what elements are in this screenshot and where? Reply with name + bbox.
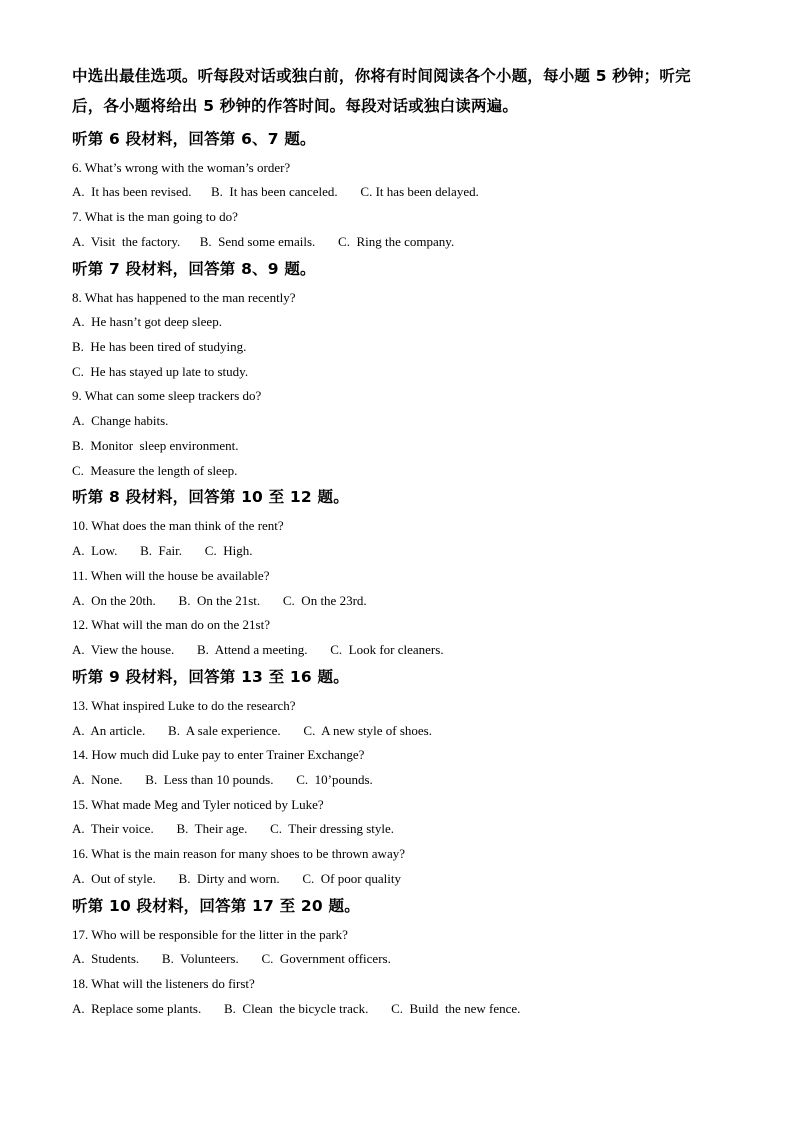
answer-option: C. Measure the length of sleep. [72, 463, 238, 478]
answer-option: B. He has been tired of studying. [72, 339, 247, 354]
answer-option: C. He has stayed up late to study. [72, 364, 249, 379]
question-text: 14. How much did Luke pay to enter Trainer Exchange? [72, 747, 365, 762]
question-text: 13. What inspired Luke to do the research? [72, 698, 296, 713]
section-heading: 听第 8 段材料，回答第 10 至 12 题。 [72, 488, 349, 506]
answer-options: A. View the house. B. Attend a meeting. C. Look for cleaners. [72, 642, 444, 657]
question-text: 18. What will the listeners do first? [72, 976, 255, 991]
answer-option: A. He hasn’t got deep sleep. [72, 314, 222, 329]
answer-option: A. Change habits. [72, 413, 169, 428]
question-text: 15. What made Meg and Tyler noticed by Luke? [72, 797, 324, 812]
section-heading: 听第 6 段材料，回答第 6、7 题。 [72, 130, 316, 148]
answer-options: A. Visit the factory. B. Send some emails. C. Ring the company. [72, 234, 455, 249]
answer-options: A. None. B. Less than 10 pounds. C. 10’pounds. [72, 772, 373, 787]
question-text: 17. Who will be responsible for the litter in the park? [72, 927, 348, 942]
answer-options: A. It has been revised. B. It has been canceled. C. It has been delayed. [72, 184, 479, 199]
question-text: 16. What is the main reason for many shoes to be thrown away? [72, 846, 405, 861]
answer-options: A. Students. B. Volunteers. C. Government officers. [72, 951, 391, 966]
answer-options: A. On the 20th. B. On the 21st. C. On the 23rd. [72, 593, 367, 608]
answer-options: A. Replace some plants. B. Clean the bicycle track. C. Build the new fence. [72, 1001, 521, 1016]
question-text: 10. What does the man think of the rent? [72, 518, 284, 533]
intro-line-1: 中选出最佳选项。听每段对话或独白前，你将有时间阅读各个小题，每小题 5 秒钟；听完 [72, 67, 691, 85]
section-heading: 听第 10 段材料，回答第 17 至 20 题。 [72, 897, 360, 915]
intro-line-2: 后，各小题将给出 5 秒钟的作答时间。每段对话或独白读两遍。 [72, 97, 519, 115]
question-text: 9. What can some sleep trackers do? [72, 388, 262, 403]
answer-options: A. Out of style. B. Dirty and worn. C. Of poor quality [72, 871, 401, 886]
answer-options: A. An article. B. A sale experience. C. A new style of shoes. [72, 723, 432, 738]
section-heading: 听第 7 段材料，回答第 8、9 题。 [72, 260, 316, 278]
question-text: 11. When will the house be available? [72, 568, 270, 583]
question-text: 7. What is the man going to do? [72, 209, 238, 224]
answer-options: A. Their voice. B. Their age. C. Their dressing style. [72, 821, 395, 836]
question-text: 6. What’s wrong with the woman’s order? [72, 160, 291, 175]
answer-options: A. Low. B. Fair. C. High. [72, 543, 253, 558]
answer-option: B. Monitor sleep environment. [72, 438, 239, 453]
section-heading: 听第 9 段材料，回答第 13 至 16 题。 [72, 668, 349, 686]
question-text: 12. What will the man do on the 21st? [72, 617, 270, 632]
question-text: 8. What has happened to the man recently? [72, 290, 296, 305]
